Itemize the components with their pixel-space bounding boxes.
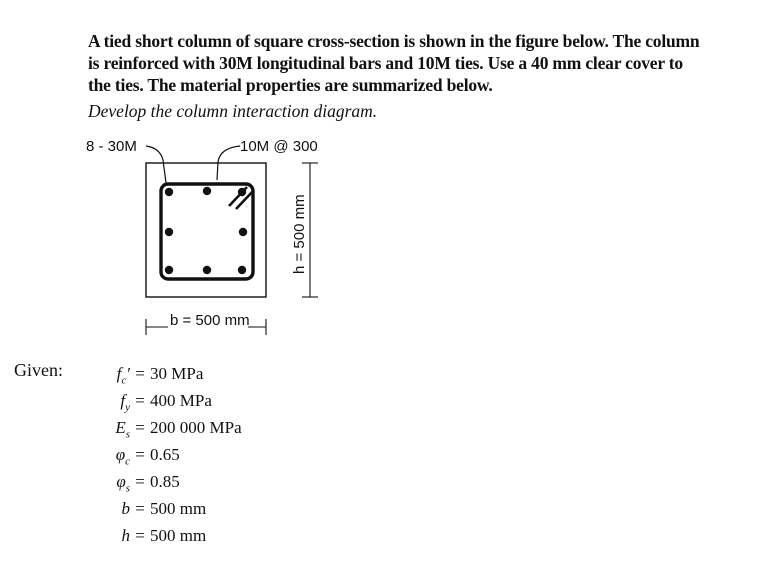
problem-line-1: A tied short column of square cross-section is shown in the figure below. The column [88,31,700,51]
rebar [203,187,211,195]
rebar [239,228,247,236]
property-h-row: h = 500 mm [88,522,242,549]
property-value: 0.85 [150,472,180,491]
width-dimension-label: b = 500 mm [170,312,250,329]
property-symbol: $f_c'$ [116,364,130,387]
rebar [238,266,246,274]
property-value: 200 000 MPa [150,418,242,437]
property-value: 30 MPa [150,364,204,383]
bars-leader-line [146,146,166,183]
property-value: 500 mm [150,526,207,545]
property-phi-c-row: $\varphi_c = 0.65$ [88,441,242,468]
given-label: Given: [14,360,63,380]
property-es-row: $E_s = 200$ 000 MPa [88,414,242,441]
property-symbol: $\varphi_s$ [116,472,130,495]
given-properties-list [88,360,242,549]
rebar [203,266,211,274]
property-phi-s-row: $\varphi_s = 0.85$ [88,468,242,495]
property-symbol: b [121,499,130,518]
property-value: 500 mm [150,499,207,518]
height-dimension-label: h = 500 mm [291,194,308,274]
rebar [238,188,246,196]
rebar [165,266,173,274]
property-value: 400 MPa [150,391,212,410]
instruction-text: Develop the column interaction diagram. [88,101,378,121]
ties-label: 10M @ 300 [240,138,318,155]
property-fy-row: $f_y = 400$ MPa [88,387,242,414]
bars-label: 8 - 30M [86,138,137,155]
rebar [165,228,173,236]
problem-line-2: is reinforced with 30M longitudinal bars and 10M ties. Use a 40 mm clear cover to [88,53,683,73]
problem-line-3: the ties. The material properties are summarized below. [88,75,493,95]
property-value: 0.65 [150,445,180,464]
property-symbol: $f_y$ [120,391,130,414]
property-symbol: $\varphi_c$ [115,445,130,468]
property-b-row: b = 500 mm [88,495,242,522]
rebar [165,188,173,196]
property-symbol: h [121,526,130,545]
property-symbol: $E_s$ [115,418,130,441]
property-fc-row: $f_c' = 30$ MPa [88,360,242,387]
